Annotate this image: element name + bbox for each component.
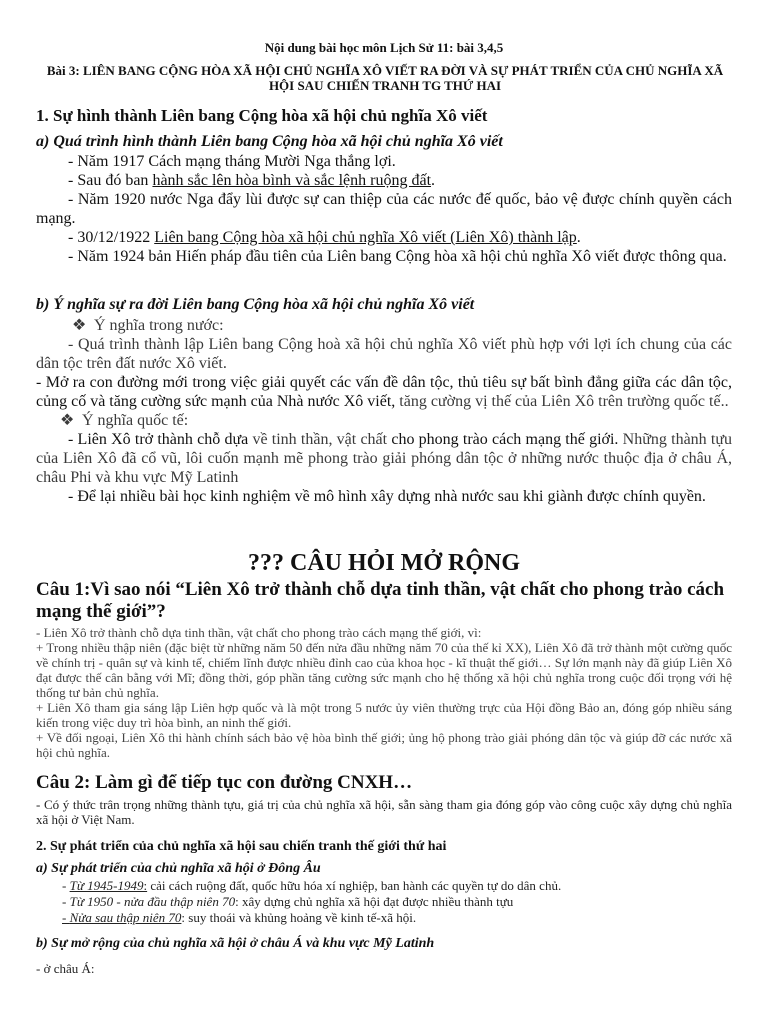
- question-2-answer: - Có ý thức trân trọng những thành tựu, giá trị của chủ nghĩa xã hội, sẵn sàng tham gia đóng góp vào công cuộc xây dựng chủ nghĩa xã hội ở Việt Nam.: [36, 797, 732, 827]
- answer-paragraph: - Liên Xô trở thành chỗ dựa tinh thần, vật chất cho phong trào cách mạng thế giới, vì:: [36, 625, 482, 640]
- list-item: - Sau đó ban hành sắc lên hòa bình và sắc lệnh ruộng đất.: [68, 172, 436, 189]
- list-item: - Từ 1945-1949: cải cách ruộng đất, quốc hữu hóa xí nghiệp, ban hành các quyền tự do dân chủ.: [62, 878, 562, 893]
- diamond-bullet-icon: ❖: [60, 412, 75, 429]
- section2-a-heading: a) Sự phát triển của chủ nghĩa xã hội ở Đông Âu: [36, 861, 321, 876]
- answer-paragraph: + Trong nhiều thập niên (đặc biệt từ những năm 50 đến nửa đầu những năm 70 của thế kỉ XX), Liên Xô đã trở thành một cường quốc về chính trị - quân sự và kinh tế, chiếm lĩnh được nhiều đỉnh cao của khoa học - kĩ thuật thế giới… Sự lớn mạnh này đã giúp Liên Xô đạt được thế cân bằng với Mĩ; đồng thời, góp phần tăng cường sức mạnh cho hệ thống xã hội chủ nghĩa trong cuộc đối trọng với hệ thống tư bản chủ nghĩa.: [36, 640, 732, 700]
- section1-a-list: [36, 152, 732, 266]
- list-item: - Liên Xô trở thành chỗ dựa về tinh thần, vật chất cho phong trào cách mạng thế giới. Những thành tựu của Liên Xô đã cổ vũ, lôi cuốn mạnh mẽ phong trào giải phóng dân tộc ở những nước thuộc địa ở châu Á, châu Phi và khu vực Mỹ Latinh: [36, 431, 733, 486]
- list-item: - Năm 1920 nước Nga đẩy lùi được sự can thiệp của các nước đế quốc, bảo vệ được chính quyền cách mạng.: [36, 191, 732, 227]
- section1-a-heading: a) Quá trình hình thành Liên bang Cộng hòa xã hội chủ nghĩa Xô viết: [36, 133, 503, 150]
- section2-b-heading: b) Sự mở rộng của chủ nghĩa xã hội ở châu Á và khu vực Mỹ Latinh: [36, 936, 435, 951]
- section1-b-list: [36, 316, 732, 506]
- document-title: Nội dung bài học môn Lịch Sử 11: bài 3,4,5: [264, 40, 504, 55]
- section1-b-heading: b) Ý nghĩa sự ra đời Liên bang Cộng hòa xã hội chủ nghĩa Xô viết: [36, 296, 475, 313]
- list-item: - Năm 1924 bản Hiến pháp đầu tiên của Liên bang Cộng hòa xã hội chủ nghĩa Xô viết được thông qua.: [68, 248, 727, 265]
- list-item: - Mở ra con đường mới trong việc giải quyết các vấn đề dân tộc, thủ tiêu sự bất bình đẳng giữa các dân tộc, củng cố và tăng cường sức mạnh của Nhà nước Xô viết, tăng cường vị thế của Liên Xô trên trường quốc tế..: [36, 374, 732, 410]
- list-item: - Nửa sau thập niên 70: suy thoái và khủng hoảng về kinh tế-xã hội.: [62, 910, 417, 925]
- list-item: ❖ Ý nghĩa quốc tế:: [60, 412, 189, 429]
- answer-paragraph: + Liên Xô tham gia sáng lập Liên hợp quốc và là một trong 5 nước ủy viên thường trực của Hội đồng Bảo an, đóng góp nhiều sáng kiến trong việc duy trì hòa bình, an ninh thế giới.: [36, 700, 732, 730]
- section2-heading: 2. Sự phát triển của chủ nghĩa xã hội sau chiến tranh thế giới thứ hai: [36, 839, 447, 854]
- answer-paragraph: + Về đối ngoại, Liên Xô thi hành chính sách bảo vệ hòa bình thế giới; ủng hộ phong trào giải phóng dân tộc và giúp đỡ các nước xã hội chủ nghĩa.: [36, 730, 732, 760]
- question-1-answer: [36, 625, 732, 760]
- list-item: - Năm 1917 Cách mạng tháng Mười Nga thắng lợi.: [68, 153, 396, 170]
- list-item: - 30/12/1922 Liên bang Cộng hòa xã hội chủ nghĩa Xô viết (Liên Xô) thành lập.: [68, 229, 581, 246]
- diamond-bullet-icon: ❖: [72, 317, 87, 334]
- question-2: Câu 2: Làm gì để tiếp tục con đường CNXH…: [36, 772, 413, 793]
- section2-a-list: [36, 878, 732, 926]
- list-item: - Quá trình thành lập Liên bang Cộng hoà xã hội chủ nghĩa Xô viết phù hợp với lợi ích chung của các dân tộc trên đất nước Xô viết.: [36, 336, 732, 372]
- lesson-title: Bài 3: LIÊN BANG CỘNG HÒA XÃ HỘI CHỦ NGHĨA XÔ VIẾT RA ĐỜI VÀ SỰ PHÁT TRIỂN CỦA CHỦ NGHĨA XÃ HỘI SAU CHIẾN TRANH TG THỨ HAI: [46, 63, 724, 93]
- extra-questions-heading: ??? CÂU HỎI MỞ RỘNG: [248, 550, 520, 576]
- list-item: - Từ 1950 - nửa đầu thập niên 70: xây dựng chủ nghĩa xã hội đạt được nhiều thành tựu: [62, 894, 514, 909]
- list-item: - Để lại nhiều bài học kinh nghiệm về mô hình xây dựng nhà nước sau khi giành được chính quyền.: [68, 488, 706, 505]
- section1-heading: 1. Sự hình thành Liên bang Cộng hòa xã hội chủ nghĩa Xô viết: [36, 106, 488, 125]
- section2-b-first-item: - ở châu Á:: [36, 961, 95, 976]
- list-item: ❖ Ý nghĩa trong nước:: [72, 317, 224, 334]
- question-1: Câu 1:Vì sao nói “Liên Xô trở thành chỗ dựa tinh thần, vật chất cho phong trào cách mạng thế giới”?: [36, 579, 725, 622]
